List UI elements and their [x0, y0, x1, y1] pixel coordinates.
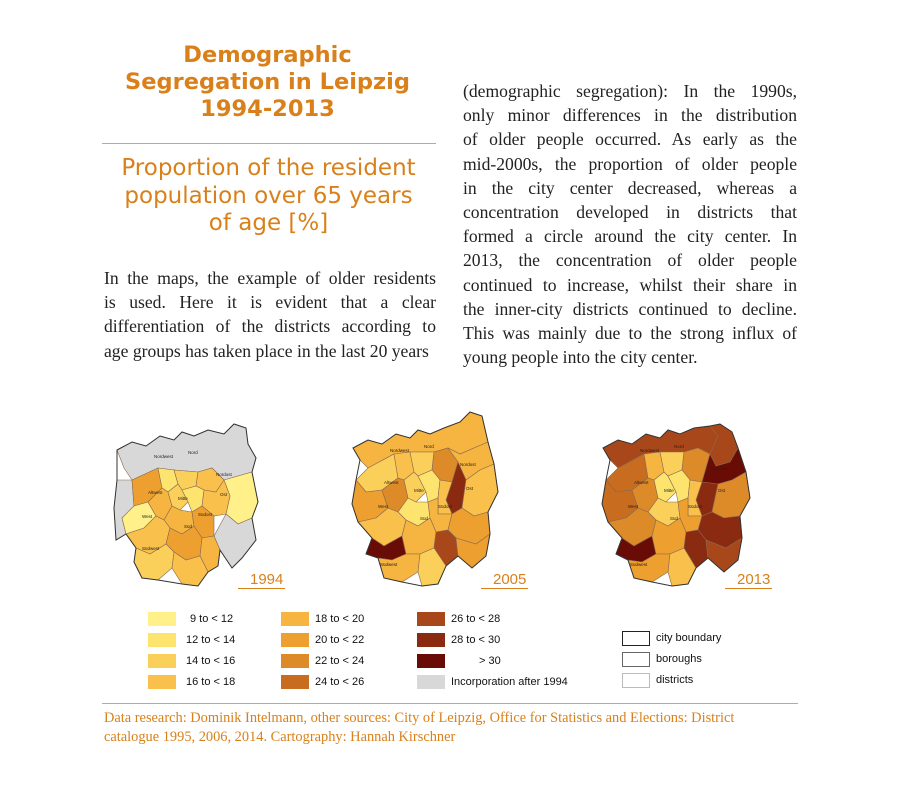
map-label: Ost — [220, 492, 228, 497]
legend-swatch — [148, 654, 176, 668]
map-label: Süd — [420, 516, 429, 521]
map-year-2005: 2005 — [481, 571, 528, 589]
map-label: West — [142, 514, 153, 519]
legend-label: > 30 — [479, 655, 501, 667]
text-line: is used. Here it is evident that a clear — [104, 292, 436, 313]
text-line: In the maps, the example of older residents — [104, 268, 436, 288]
text-line: only minor differences in the distribution — [463, 105, 797, 126]
map-1994 — [112, 410, 262, 595]
map-label: West — [378, 504, 389, 509]
legend-swatch — [148, 675, 176, 689]
map-subtitle — [100, 155, 437, 238]
text-line: formed a circle around the city center. In — [463, 226, 797, 247]
map-year-1994: 1994 — [238, 571, 285, 589]
legend-label: city boundary — [656, 632, 722, 644]
legend-label: 16 to < 18 — [186, 676, 236, 688]
legend-label: Incorporation after 1994 — [451, 676, 568, 688]
map-label: Nordost — [216, 472, 232, 477]
credit-line: Data research: Dominik Intelmann, other sources: City of Leipzig, Office for Statistics and Elections: District — [104, 710, 735, 726]
credit-line: catalogue 1995, 2006, 2014. Cartography: Hannah Kirschner — [104, 729, 456, 745]
title-divider — [102, 143, 436, 144]
main-title — [100, 42, 435, 123]
title-line: 1994-2013 — [200, 96, 335, 122]
text-line: continued to increase, whilst their share in — [463, 274, 797, 295]
map-2005 — [348, 408, 508, 595]
districts-swatch — [622, 673, 650, 688]
legend-swatch — [281, 633, 309, 647]
map-label: Ost — [718, 488, 726, 493]
legend-label: districts — [656, 674, 694, 686]
legend-swatch — [281, 612, 309, 626]
map-label: Altwest — [384, 480, 399, 485]
map-label: Mitte — [414, 488, 424, 493]
text-line: differentiation of the districts according to — [104, 316, 436, 337]
map-label: Ost — [466, 486, 474, 491]
map-label: Nord — [674, 444, 684, 449]
map-label: Nordwest — [640, 448, 660, 453]
text-line: in the city center decreased, whereas a — [463, 177, 797, 198]
legend-label: 18 to < 20 — [315, 613, 365, 625]
map-label: Mitte — [178, 496, 188, 501]
legend-swatch — [417, 675, 445, 689]
subtitle-line: Proportion of the resident — [121, 155, 416, 181]
legend-label: 12 to < 14 — [186, 634, 236, 646]
text-line: age groups has taken place in the last 20 years — [104, 340, 429, 361]
map-label: Südwest — [630, 562, 648, 567]
map-label: Süd — [184, 524, 193, 529]
map-label: Südost — [198, 512, 213, 517]
legend-label: 22 to < 24 — [315, 655, 365, 667]
map-label: Nordost — [712, 466, 728, 471]
map-label: Nordwest — [154, 454, 174, 459]
text-line: of older people occurred. As early as the — [463, 129, 797, 150]
map-label: Altwest — [148, 490, 163, 495]
footer-divider — [102, 703, 798, 704]
map-label: Altwest — [634, 480, 649, 485]
text-line: This was mainly due to the strong influx of — [463, 323, 797, 344]
legend-label: 14 to < 16 — [186, 655, 236, 667]
title-line: Demographic — [183, 42, 352, 68]
map-year-2013: 2013 — [725, 571, 772, 589]
map-label: West — [628, 504, 639, 509]
legend-swatch — [148, 633, 176, 647]
continuation-paragraph — [463, 79, 797, 369]
intro-paragraph — [104, 266, 436, 363]
map-label: Süd — [670, 516, 679, 521]
text-line: the inner-city districts continued to decline. — [463, 298, 797, 319]
subtitle-line: of age [%] — [208, 210, 329, 236]
legend-label: 20 to < 22 — [315, 634, 365, 646]
boroughs-swatch — [622, 652, 650, 667]
map-label: Südost — [688, 504, 703, 509]
map-2013 — [598, 422, 756, 595]
source-credits — [104, 709, 804, 747]
map-label: Südwest — [380, 562, 398, 567]
map-label: Nord — [424, 444, 434, 449]
legend-swatch — [148, 612, 176, 626]
subtitle-line: population over 65 years — [124, 182, 413, 209]
map-label: Südwest — [142, 546, 160, 551]
text-line: 2013, the concentration of older people — [463, 250, 797, 271]
map-label: Mitte — [664, 488, 674, 493]
legend-swatch — [417, 654, 445, 668]
map-label: Nordost — [460, 462, 476, 467]
legend-swatch — [417, 633, 445, 647]
map-label: Nordwest — [390, 448, 410, 453]
text-line: mid-2000s, the proportion of older people — [463, 153, 797, 174]
legend-label: 26 to < 28 — [451, 613, 501, 625]
title-line: Segregation in Leipzig — [125, 69, 410, 95]
legend-swatch — [417, 612, 445, 626]
text-line: (demographic segregation): In the 1990s, — [463, 81, 797, 101]
legend-swatch — [281, 675, 309, 689]
map-label: Nord — [188, 450, 198, 455]
legend-label: 9 to < 12 — [190, 613, 234, 625]
text-line: concentration developed in districts that — [463, 202, 797, 223]
legend-swatch — [281, 654, 309, 668]
map-label: Südost — [438, 504, 453, 509]
city-boundary-swatch — [622, 631, 650, 646]
legend-label: boroughs — [656, 653, 702, 665]
text-line: young people into the city center. — [463, 347, 698, 368]
legend-label: 24 to < 26 — [315, 676, 365, 688]
legend-label: 28 to < 30 — [451, 634, 501, 646]
